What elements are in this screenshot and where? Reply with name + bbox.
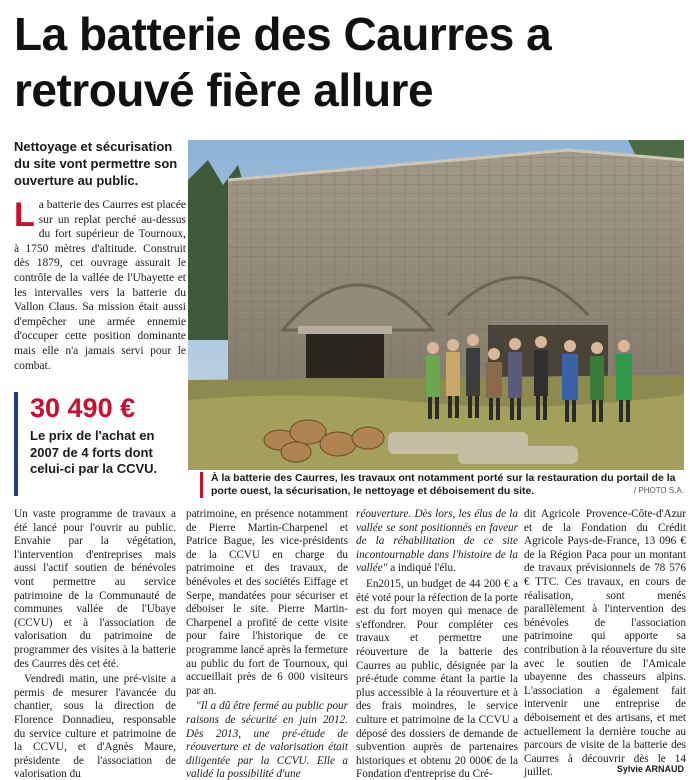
body-quote: réouverture. Dès lors, les élus de la vallée se sont positionnés en faveur de la réhabilitation de ce site incontournable dans l'histoire de la vallée" [356, 508, 518, 575]
battery-photo-illustration [188, 140, 684, 470]
headline-line-1: La batterie des Caurres a [14, 8, 552, 60]
article-lede: Nettoyage et sécurisation du site vont permettre son ouverture au public. [14, 139, 178, 188]
dropcap-letter: L [14, 196, 35, 234]
body-column-1 [14, 508, 176, 780]
body-paragraph: dit Agricole Provence-Côte-d'Azur et de la Fondation du Crédit Agricole Pays-de-France, 13 096 € de la Région Paca pour un montant de travaux prévisionnels de 78 576 € TTC. Ces travaux, en cours de réalisation, sont menés parallèlement à l'intervention des bénévoles de l'association patrimoine qui apporte sa contribution à la réouverture du site avec le soutien de l'Amicale ubayenne des chasseurs alpins. L'association a également fait intervenir une entreprise de déboisement et des artisans, et met actuellement la dernière touche au parcours de visite de la batterie des Caurres à découvrir dès le 14 juillet. [524, 508, 686, 779]
body-quote: "Il a dû être fermé au public pour raisons de sécurité en juin 2012. Dès 2013, une pré-étude de réouverture et de valorisation était diligentée par la CCVU. Elle a validé la possibilité d'une [186, 700, 348, 780]
fact-box [14, 392, 186, 496]
fact-text: Le prix de l'achat en 2007 de 4 forts dont celui-ci par la CCVU. [30, 428, 158, 476]
intro-paragraph [14, 198, 186, 373]
body-paragraph: Vendredi matin, une pré-visite a permis de mesurer l'avancée du chantier, sous la direction de Florence Donnadieu, responsable du service culture et patrimoine de la CCVU, et d'Agnès Maure, présidente de l'association de valorisation du [14, 673, 176, 780]
headline-line-2: retrouvé fière allure [14, 64, 434, 116]
fact-value: 30 490 € [30, 393, 136, 423]
intro-text: a batterie des Caurres est placée sur un replat perché au-dessus du fort supérieur de Tournoux, à 1750 mètres d'altitude. Construit dès 1879, cet ouvrage assurait le contrôle de la vallée de l'Ubayette et les intervalles vers la batterie du Vallon Claus. Sa mission était aussi d'empêcher une armée ennemie d'occuper cette position dominante mais elle n'a jamais servi pour le combat. [14, 199, 186, 372]
body-paragraph: patrimoine, en présence notamment de Pierre Martin-Charpenel et Patrice Bague, les vice-présidents de la CCVU en charge du patrimoine et des travaux, de bénévoles et des sociétés Eiffage et Serpe, mandatées pour sécuriser et déboiser le site. Pierre Martin-Charpenel a profité de cette visite pour faire l'historique de ce programme lancé après la fermeture au public du fort de Tournoux, qui accueillait près de 6 000 visiteurs par an. [186, 508, 348, 697]
quote-attribution: a indiqué l'élu. [387, 562, 456, 575]
body-column-4 [524, 508, 686, 780]
body-column-3 [356, 508, 518, 780]
body-paragraph [356, 508, 518, 576]
article-headline [14, 6, 684, 118]
photo-credit: / PHOTO S.A. [633, 486, 684, 495]
body-paragraph: En2015, un budget de 44 200 € a été voté pour la réfection de la porte est du fort moyen qui menace de s'effondrer. Pour compléter ces travaux et permettre une réouverture de la batterie des Caurres au public, désignée par la pré-étude comme étant la partie la plus accessible à la réouverture et à des frais moindres, le service culture et patrimoine de la CCVU a déposé des dossiers de demande de subvention auprès de partenaires historiques et obtenu 20 000€ de la Fondation d'entreprise du Cré- [356, 577, 518, 780]
body-column-2 [186, 508, 348, 780]
article-photo [188, 140, 684, 470]
photo-caption: À la batterie des Caurres, les travaux ont notamment porté sur la restauration du portail de la porte ouest, la sécurisation, le nettoyage et déboisement du site. [200, 472, 686, 498]
author-signature: Sylvie ARNAUD [616, 764, 684, 774]
body-paragraph: Un vaste programme de travaux a été lancé pour l'ouvrir au public. Envahie par la végétation, l'intervention d'entreprises mais aussi l'actif soutien de bénévoles vont permettre au service patrimoine de la Communauté de communes vallée de l'Ubaye (CCVU) et à l'association de valorisation du patrimoine de programmer des visites à la batterie des Caurres dès cet été. [14, 508, 176, 670]
